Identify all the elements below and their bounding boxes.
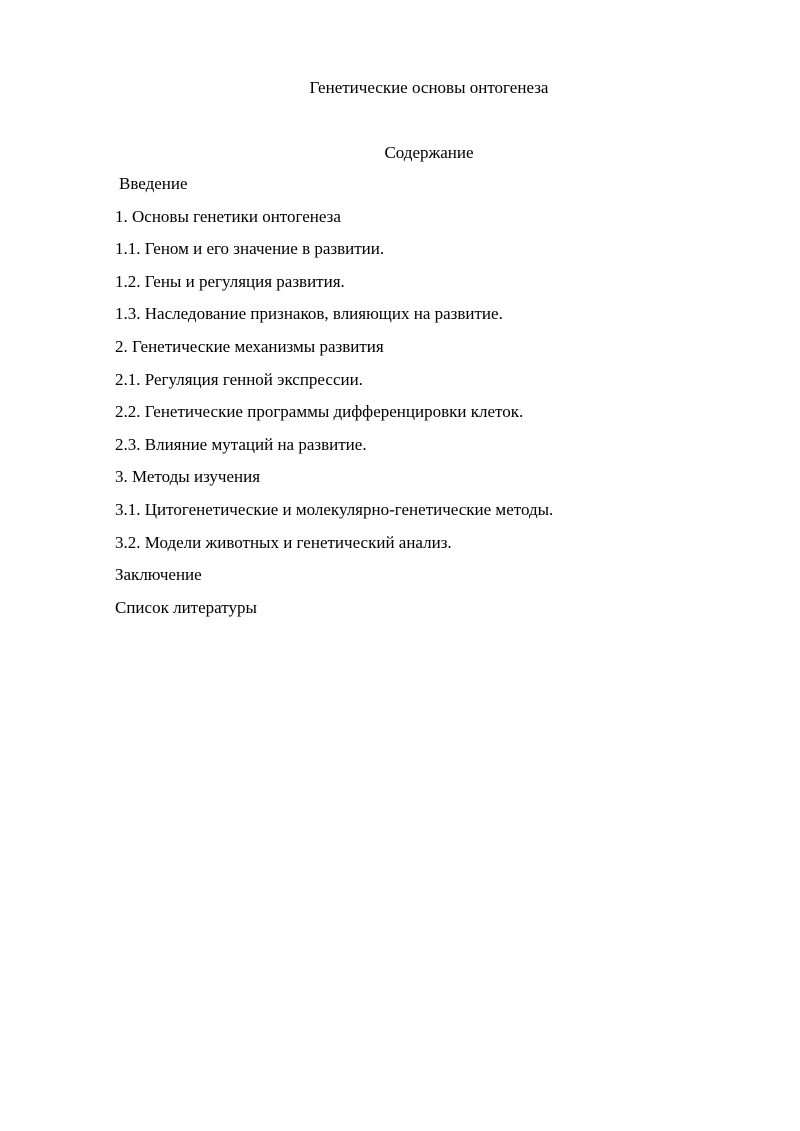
toc-item-references: Список литературы [115, 597, 257, 617]
toc-item-section-1-1: 1.1. Геном и его значение в развитии. [115, 239, 385, 259]
toc-item-section-1-2: 1.2. Гены и регуляция развития. [115, 271, 345, 291]
toc-item-conclusion: Заключение [115, 565, 202, 585]
toc-item-section-2-3: 2.3. Влияние мутаций на развитие. [115, 434, 367, 454]
toc-item-section-2-2: 2.2. Генетические программы дифференцировки клеток. [115, 402, 524, 422]
toc-heading: Содержание [384, 143, 474, 162]
toc-item-section-3-1: 3.1. Цитогенетические и молекулярно-генетические методы. [115, 499, 554, 519]
table-of-contents [115, 173, 755, 629]
toc-item-section-1: 1. Основы генетики онтогенеза [115, 206, 341, 226]
toc-item-section-3-2: 3.2. Модели животных и генетический анализ. [115, 532, 452, 552]
toc-item-introduction: Введение [119, 174, 188, 193]
toc-item-section-2-1: 2.1. Регуляция генной экспрессии. [115, 369, 363, 389]
document-title: Генетические основы онтогенеза [309, 78, 549, 97]
toc-item-section-3: 3. Методы изучения [115, 467, 261, 487]
toc-item-section-1-3: 1.3. Наследование признаков, влияющих на развитие. [115, 304, 503, 324]
toc-item-section-2: 2. Генетические механизмы развития [115, 336, 384, 356]
